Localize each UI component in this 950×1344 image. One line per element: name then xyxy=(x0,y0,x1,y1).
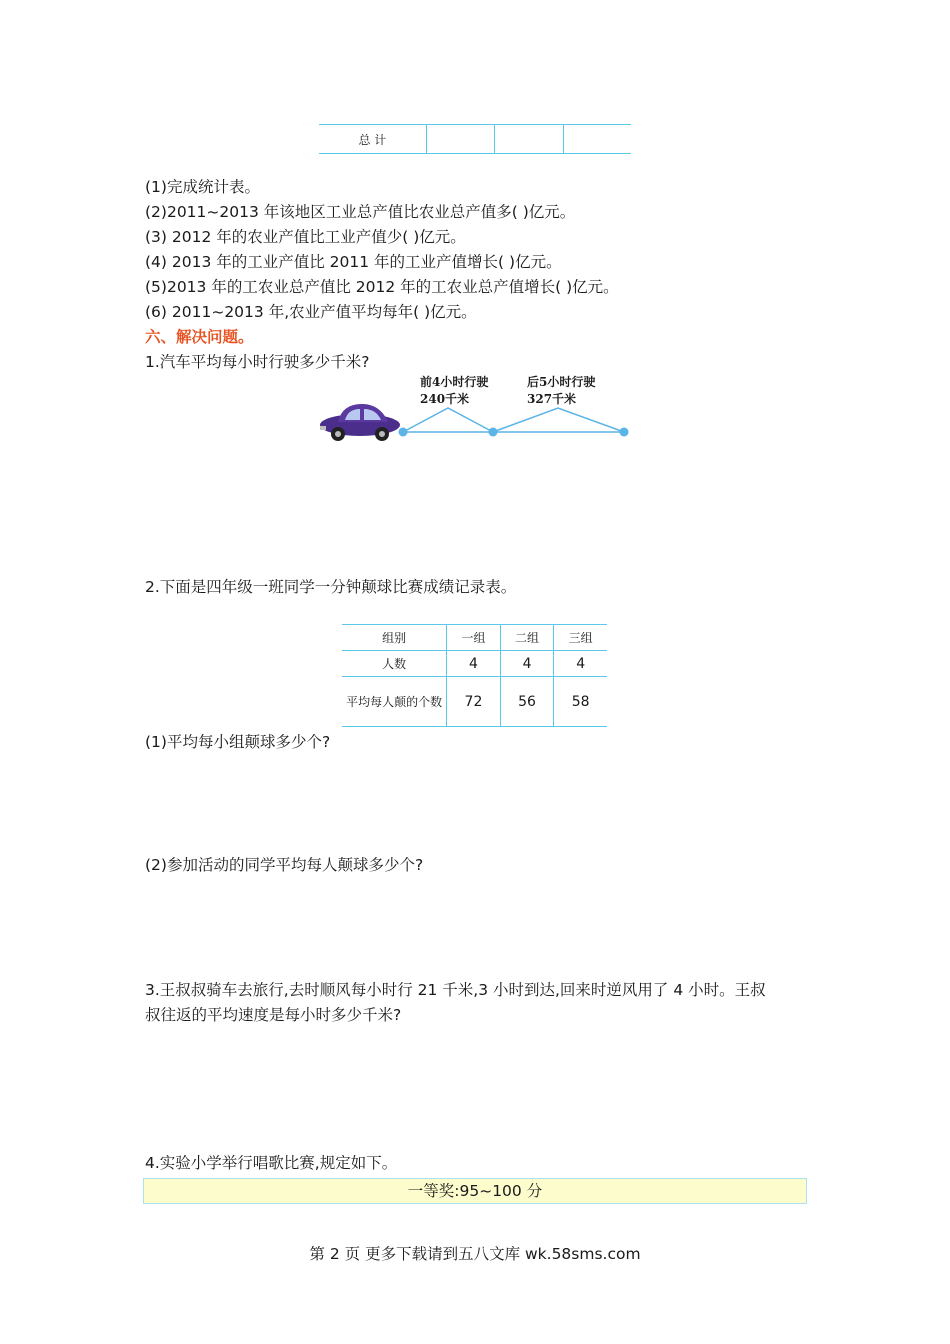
total-label: 总 计 xyxy=(319,125,426,154)
section-6-title: 六、解决问题。 xyxy=(145,328,254,346)
question-5-4: (4) 2013 年的工业产值比 2011 年的工业产值增长( )亿元。 xyxy=(145,253,562,271)
q2-sub2: (2)参加活动的同学平均每人颠球多少个? xyxy=(145,856,424,874)
table-cell: 4 xyxy=(500,651,554,677)
row-label: 平均每人颠的个数 xyxy=(342,677,447,727)
question-5-1: (1)完成统计表。 xyxy=(145,178,260,196)
row-label: 人数 xyxy=(342,651,447,677)
header-cell: 一组 xyxy=(447,625,501,651)
score-table xyxy=(342,624,607,727)
header-cell: 三组 xyxy=(554,625,607,651)
question-5-5: (5)2013 年的工农业总产值比 2012 年的工农业总产值增长( )亿元。 xyxy=(145,278,619,296)
table-cell: 56 xyxy=(500,677,554,727)
total-cell-3 xyxy=(563,125,631,154)
question-5-6: (6) 2011~2013 年,农业产值平均每年( )亿元。 xyxy=(145,303,477,321)
table-cell: 4 xyxy=(447,651,501,677)
segment-2-distance: 327千米 xyxy=(527,392,577,406)
question-5-2: (2)2011~2013 年该地区工业总产值比农业总产值多( )亿元。 xyxy=(145,203,576,221)
segment-1-distance: 240千米 xyxy=(420,392,470,406)
q1-text: 1.汽车平均每小时行驶多少千米? xyxy=(145,353,370,371)
end-point xyxy=(620,428,629,437)
start-point xyxy=(399,428,408,437)
route-diagram xyxy=(318,398,638,446)
question-5-3: (3) 2012 年的农业产值比工业产值少( )亿元。 xyxy=(145,228,466,246)
mid-point xyxy=(489,428,498,437)
car-icon xyxy=(320,404,400,441)
total-cell-1 xyxy=(426,125,494,154)
table-row xyxy=(342,651,607,677)
table-cell: 4 xyxy=(554,651,607,677)
route-line xyxy=(403,408,624,432)
header-cell: 组别 xyxy=(342,625,447,651)
table-cell: 58 xyxy=(554,677,607,727)
page-footer: 第 2 页 更多下载请到五八文库 wk.58sms.com xyxy=(309,1245,641,1263)
q2-sub1: (1)平均每小组颠球多少个? xyxy=(145,733,331,751)
table-header-row xyxy=(342,625,607,651)
segment-2-time: 后5小时行驶 xyxy=(527,375,596,389)
q3-line1: 3.王叔叔骑车去旅行,去时顺风每小时行 21 千米,3 小时到达,回来时逆风用了 4 小时。王叔 xyxy=(145,981,766,999)
total-cell-2 xyxy=(495,125,563,154)
q2-text: 2.下面是四年级一班同学一分钟颠球比赛成绩记录表。 xyxy=(145,578,517,596)
q4-text: 4.实验小学举行唱歌比赛,规定如下。 xyxy=(145,1154,398,1172)
header-cell: 二组 xyxy=(500,625,554,651)
q3-line2: 叔往返的平均速度是每小时多少千米? xyxy=(145,1006,402,1024)
segment-1-time: 前4小时行驶 xyxy=(420,375,489,389)
table-row xyxy=(342,677,607,727)
prize-rule-box: 一等奖:95~100 分 xyxy=(143,1178,807,1204)
summary-table-total-row xyxy=(319,124,631,154)
table-cell: 72 xyxy=(447,677,501,727)
